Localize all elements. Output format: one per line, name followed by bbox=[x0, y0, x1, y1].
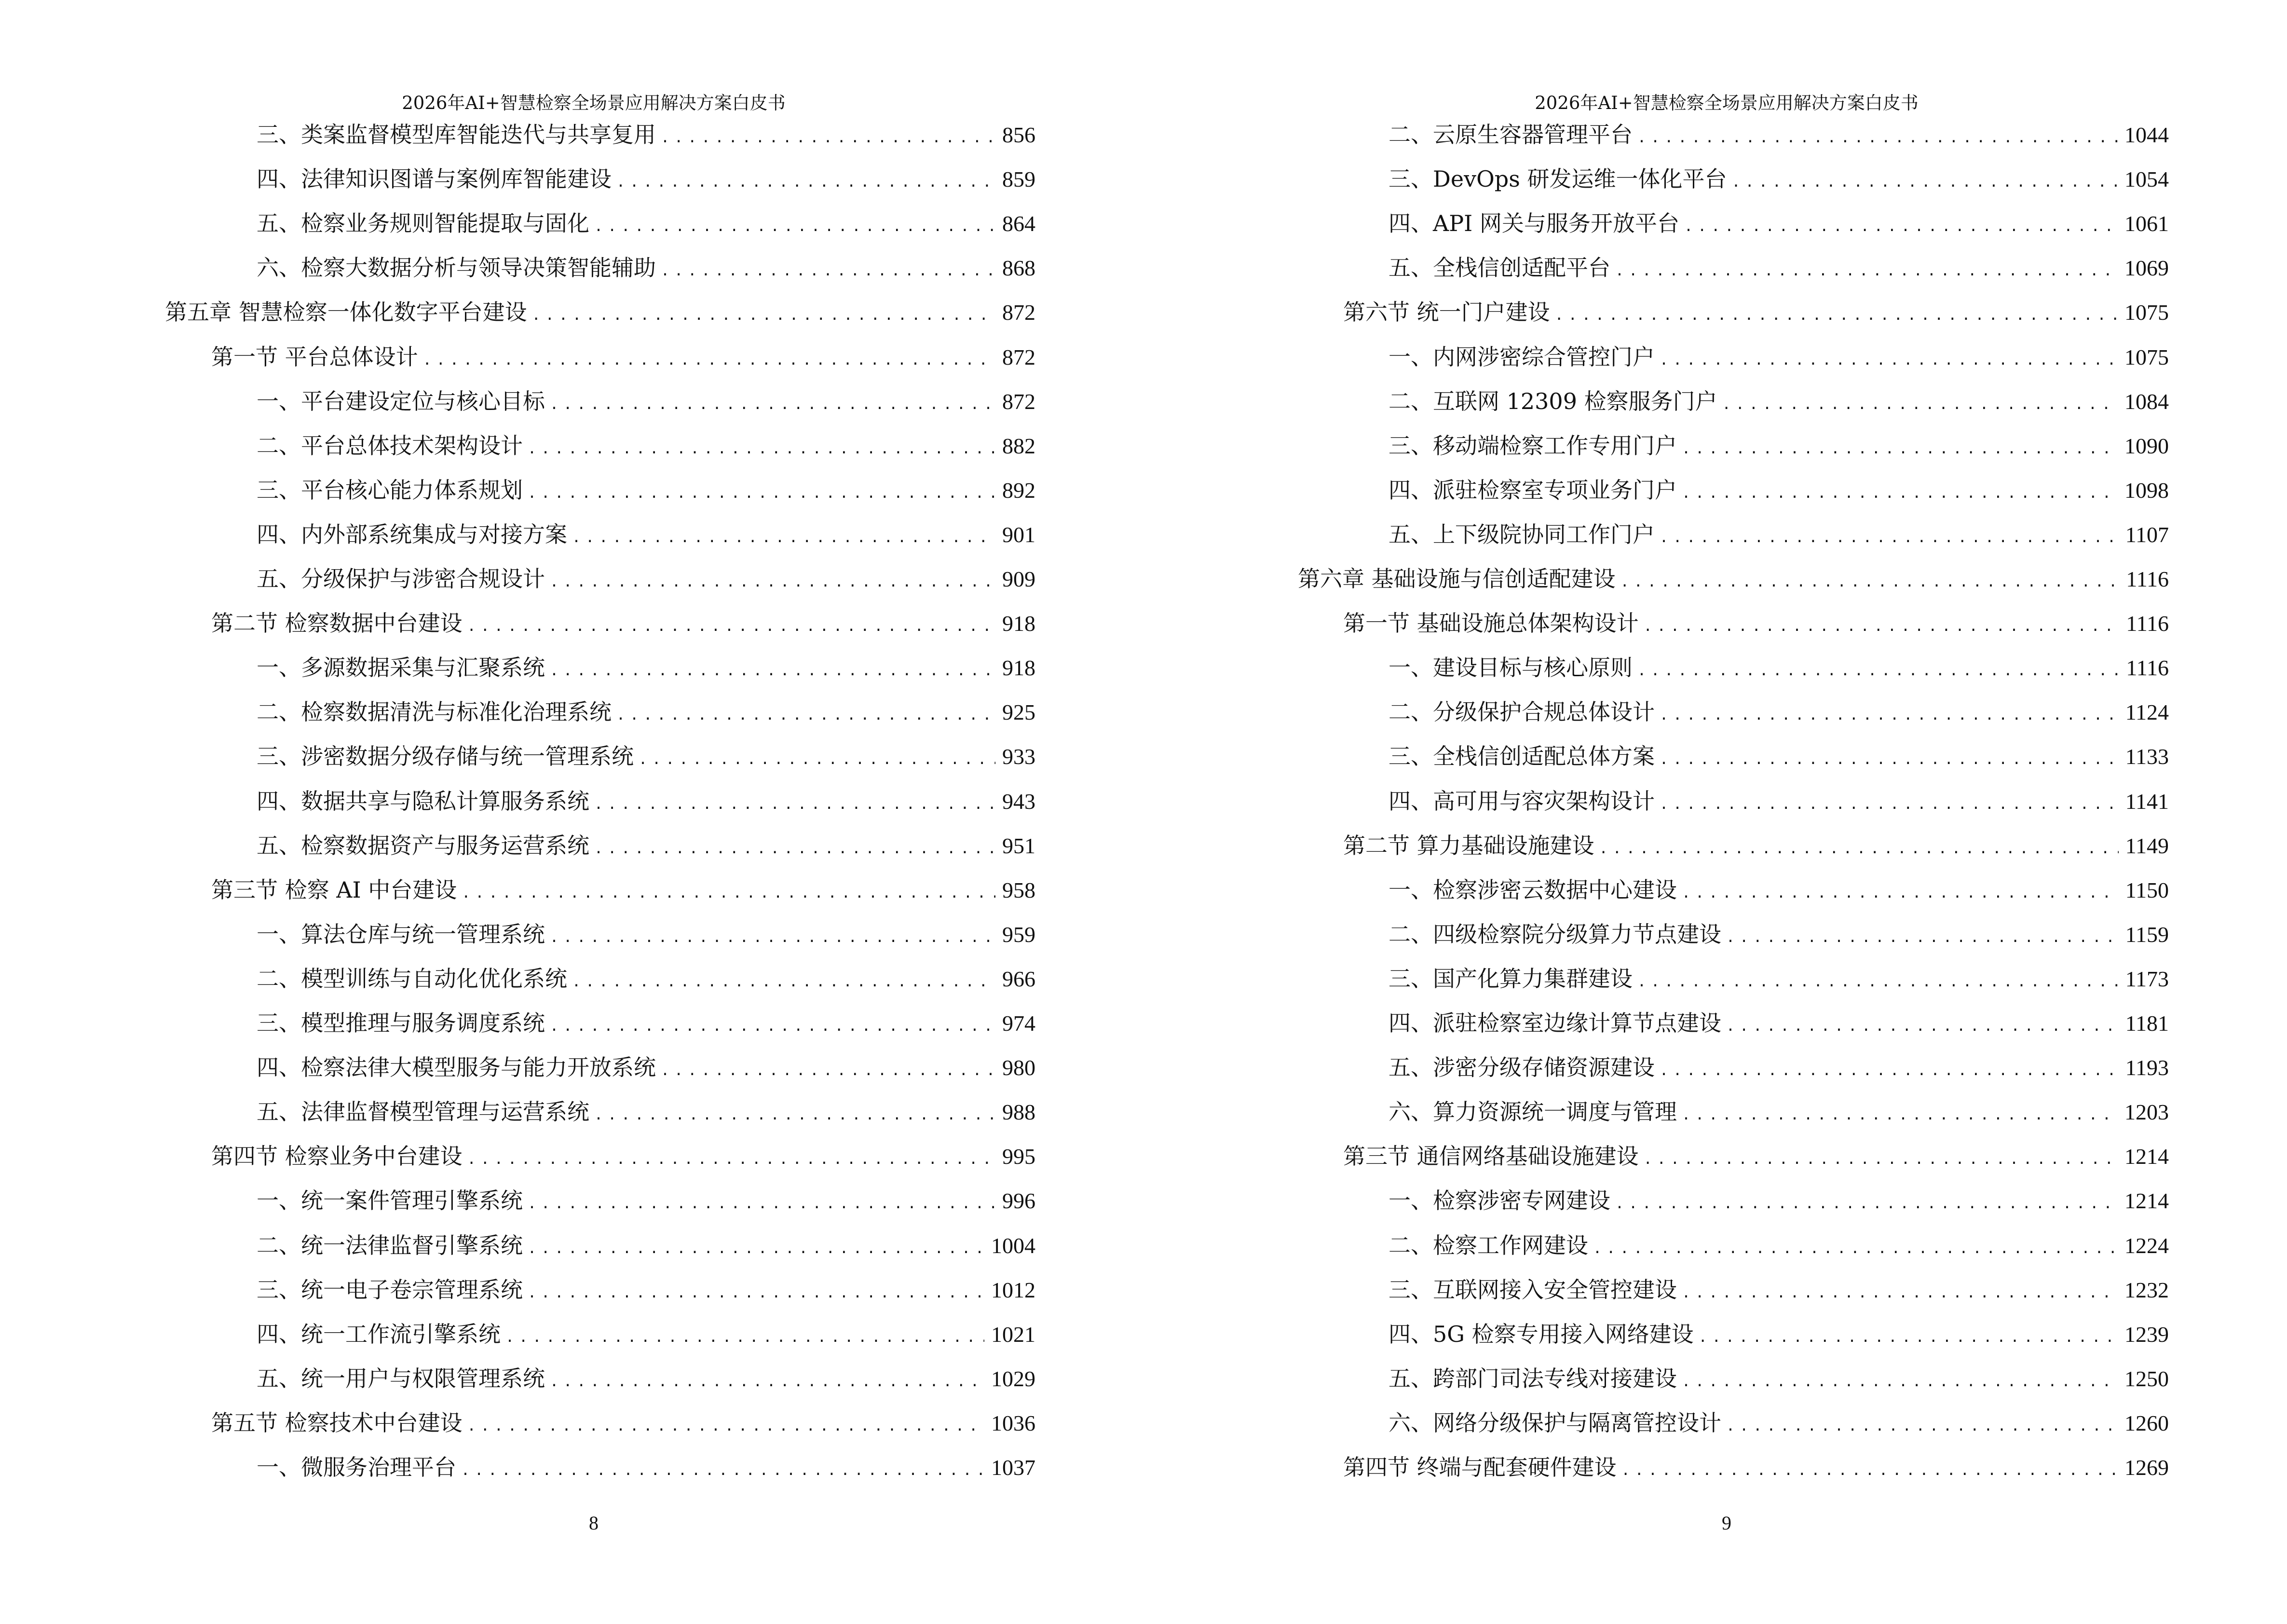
dot-leader bbox=[528, 434, 995, 464]
toc-entry-section[interactable] bbox=[211, 342, 1035, 372]
toc-entry-page-number: 995 bbox=[1002, 1144, 1035, 1169]
toc-entry-item[interactable] bbox=[257, 919, 1035, 949]
dot-leader bbox=[1722, 390, 2118, 420]
dot-leader bbox=[550, 1367, 984, 1397]
toc-entry-title: 二、平台总体技术架构设计 bbox=[257, 432, 523, 459]
dot-leader bbox=[528, 478, 995, 508]
toc-entry-title: 五、上下级院协同工作门户 bbox=[1389, 521, 1655, 547]
dot-leader bbox=[462, 878, 995, 908]
toc-entry-page-number: 1036 bbox=[991, 1410, 1035, 1435]
toc-entry-page-number: 1037 bbox=[991, 1455, 1035, 1480]
toc-entry-page-number: 1181 bbox=[2125, 1011, 2169, 1036]
toc-entry-item[interactable] bbox=[257, 253, 1035, 283]
toc-entry-title: 二、互联网 12309 检察服务门户 bbox=[1389, 388, 1717, 414]
toc-entry-page-number: 892 bbox=[1002, 478, 1035, 503]
toc-entry-page-number: 901 bbox=[1002, 522, 1035, 547]
toc-entry-title: 第一节 基础设施总体架构设计 bbox=[1343, 610, 1639, 637]
toc-entry-title: 五、统一用户与权限管理系统 bbox=[257, 1365, 545, 1392]
running-header: 2026年AI+智慧检察全场景应用解决方案白皮书 bbox=[1535, 93, 1919, 113]
toc-entry-item[interactable] bbox=[257, 1230, 1035, 1260]
toc-entry-title: 三、国产化算力集群建设 bbox=[1389, 965, 1633, 992]
toc-entry-item[interactable] bbox=[257, 1052, 1035, 1082]
toc-entry-item[interactable] bbox=[257, 697, 1035, 727]
toc-entry-page-number: 958 bbox=[1002, 877, 1035, 902]
toc-entry-title: 一、算法仓库与统一管理系统 bbox=[257, 921, 545, 947]
toc-entry-title: 四、高可用与容灾架构设计 bbox=[1389, 788, 1655, 814]
toc-entry-item[interactable] bbox=[1389, 1008, 2169, 1038]
dot-leader bbox=[528, 1234, 984, 1264]
toc-entry-page-number: 1203 bbox=[2124, 1100, 2169, 1125]
toc-entry-item[interactable] bbox=[1389, 697, 2169, 727]
dot-leader bbox=[639, 745, 995, 775]
dot-leader bbox=[461, 1456, 984, 1486]
toc-entry-title: 三、模型推理与服务调度系统 bbox=[257, 1010, 545, 1036]
toc-entry-title: 第一节 平台总体设计 bbox=[211, 343, 418, 370]
toc-entry-page-number: 1098 bbox=[2124, 478, 2169, 503]
dot-leader bbox=[1637, 967, 2119, 997]
toc-entry-title: 三、全栈信创适配总体方案 bbox=[1389, 743, 1655, 770]
dot-leader bbox=[1726, 1011, 2119, 1041]
toc-entry-title: 六、算力资源统一调度与管理 bbox=[1389, 1099, 1677, 1125]
dot-leader bbox=[550, 1011, 995, 1041]
toc-entry-page-number: 933 bbox=[1002, 744, 1035, 769]
toc-entry-item[interactable] bbox=[1389, 1052, 2169, 1082]
dot-leader bbox=[594, 834, 995, 864]
dot-leader bbox=[423, 345, 995, 375]
toc-entry-page-number: 856 bbox=[1002, 123, 1035, 147]
toc-entry-item[interactable] bbox=[257, 164, 1035, 194]
dot-leader bbox=[1682, 1278, 2118, 1308]
toc-entry-title: 第三节 检察 AI 中台建设 bbox=[211, 876, 457, 903]
toc-entry-section[interactable] bbox=[211, 1141, 1035, 1171]
toc-entry-title: 三、统一电子卷宗管理系统 bbox=[257, 1276, 523, 1303]
toc-entry-title: 一、统一案件管理引擎系统 bbox=[257, 1187, 523, 1214]
toc-entry-item[interactable] bbox=[257, 1008, 1035, 1038]
dot-leader bbox=[1726, 923, 2119, 953]
dot-leader bbox=[550, 567, 995, 597]
dot-leader bbox=[1682, 478, 2118, 508]
dot-leader bbox=[616, 167, 995, 197]
toc-entry-title: 第四节 检察业务中台建设 bbox=[211, 1143, 463, 1170]
toc-entry-item[interactable] bbox=[257, 120, 1035, 150]
toc-entry-item[interactable] bbox=[1389, 1097, 2169, 1127]
toc-entry-page-number: 882 bbox=[1002, 433, 1035, 458]
toc-entry-page-number: 872 bbox=[1002, 344, 1035, 369]
toc-entry-title: 四、5G 检察专用接入网络建设 bbox=[1389, 1321, 1694, 1347]
dot-leader bbox=[1644, 612, 2120, 641]
toc-entry-title: 三、移动端检察工作专用门户 bbox=[1389, 432, 1677, 459]
dot-leader bbox=[1644, 1145, 2118, 1174]
dot-leader bbox=[1660, 745, 2119, 775]
toc-entry-page-number: 1124 bbox=[2125, 700, 2169, 725]
toc-entry-page-number: 1044 bbox=[2124, 123, 2169, 147]
toc-entry-page-number: 1141 bbox=[2125, 789, 2169, 814]
toc-page-right bbox=[1144, 0, 2287, 1624]
toc-entry-page-number: 1116 bbox=[2126, 655, 2169, 681]
dot-leader bbox=[1620, 567, 2120, 597]
dot-leader bbox=[1726, 1411, 2118, 1441]
toc-entry-title: 二、分级保护合规总体设计 bbox=[1389, 699, 1655, 725]
toc-entry-title: 二、模型训练与自动化优化系统 bbox=[257, 965, 567, 992]
toc-entry-page-number: 980 bbox=[1002, 1055, 1035, 1080]
toc-entry-item[interactable] bbox=[1389, 253, 2169, 283]
toc-entry-title: 五、分级保护与涉密合规设计 bbox=[257, 566, 545, 592]
toc-entry-page-number: 951 bbox=[1002, 833, 1035, 858]
toc-entry-item[interactable] bbox=[1389, 342, 2169, 372]
toc-entry-page-number: 1107 bbox=[2125, 522, 2169, 547]
toc-entry-section[interactable] bbox=[211, 1408, 1035, 1438]
toc-entry-title: 五、跨部门司法专线对接建设 bbox=[1389, 1365, 1677, 1392]
toc-entry-page-number: 1260 bbox=[2124, 1410, 2169, 1435]
dot-leader bbox=[661, 256, 995, 286]
toc-entry-title: 一、多源数据采集与汇聚系统 bbox=[257, 655, 545, 681]
toc-entry-title: 四、派驻检察室边缘计算节点建设 bbox=[1389, 1010, 1721, 1036]
dot-leader bbox=[572, 967, 995, 997]
toc-entry-page-number: 868 bbox=[1002, 256, 1035, 281]
toc-entry-title: 五、检察数据资产与服务运营系统 bbox=[257, 832, 589, 859]
toc-entry-page-number: 1116 bbox=[2126, 611, 2169, 636]
dot-leader bbox=[1660, 345, 2118, 375]
toc-entry-section[interactable] bbox=[1343, 1452, 2169, 1482]
dot-leader bbox=[1660, 790, 2119, 819]
toc-entry-title: 三、类案监督模型库智能迭代与共享复用 bbox=[257, 122, 656, 148]
toc-entry-page-number: 974 bbox=[1002, 1011, 1035, 1036]
toc-entry-title: 五、检察业务规则智能提取与固化 bbox=[257, 210, 589, 237]
toc-entry-page-number: 1054 bbox=[2124, 167, 2169, 192]
toc-entry-title: 四、统一工作流引擎系统 bbox=[257, 1321, 501, 1347]
dot-leader bbox=[467, 612, 995, 641]
toc-entry-item[interactable] bbox=[257, 431, 1035, 461]
toc-entry-title: 四、API 网关与服务开放平台 bbox=[1389, 210, 1679, 237]
toc-entry-item[interactable] bbox=[257, 1319, 1035, 1349]
toc-entry-item[interactable] bbox=[257, 653, 1035, 682]
dot-leader bbox=[1684, 212, 2118, 242]
toc-entry-title: 一、微服务治理平台 bbox=[257, 1454, 456, 1480]
dot-leader bbox=[594, 790, 995, 819]
toc-entry-page-number: 996 bbox=[1002, 1188, 1035, 1214]
toc-entry-title: 二、四级检察院分级算力节点建设 bbox=[1389, 921, 1721, 947]
toc-entry-title: 第五章 智慧检察一体化数字平台建设 bbox=[165, 299, 527, 326]
toc-entry-page-number: 1075 bbox=[2124, 344, 2169, 369]
toc-entry-page-number: 1214 bbox=[2124, 1144, 2169, 1169]
toc-entry-title: 二、检察工作网建设 bbox=[1389, 1232, 1588, 1258]
toc-entry-item[interactable] bbox=[1389, 653, 2169, 682]
toc-entry-title: 一、检察涉密云数据中心建设 bbox=[1389, 876, 1677, 903]
dot-leader bbox=[1637, 123, 2118, 153]
dot-leader bbox=[1599, 834, 2119, 864]
toc-entry-item[interactable] bbox=[1389, 120, 2169, 150]
toc-entry-title: 二、云原生容器管理平台 bbox=[1389, 122, 1633, 148]
toc-entry-title: 三、互联网接入安全管控建设 bbox=[1389, 1276, 1677, 1303]
toc-entry-title: 三、DevOps 研发运维一体化平台 bbox=[1389, 166, 1727, 192]
toc-entry-page-number: 943 bbox=[1002, 789, 1035, 814]
toc-entry-title: 三、平台核心能力体系规划 bbox=[257, 477, 523, 503]
dot-leader bbox=[1682, 1100, 2118, 1130]
toc-entry-item[interactable] bbox=[257, 519, 1035, 549]
toc-entry-title: 第五节 检察技术中台建设 bbox=[211, 1409, 463, 1436]
toc-entry-item[interactable] bbox=[1389, 1408, 2169, 1438]
toc-entry-item[interactable] bbox=[1389, 519, 2169, 549]
toc-entry-title: 第二节 算力基础设施建设 bbox=[1343, 832, 1594, 859]
toc-entry-page-number: 1004 bbox=[991, 1233, 1035, 1258]
toc-entry-item[interactable] bbox=[257, 475, 1035, 505]
toc-entry-page-number: 1159 bbox=[2125, 922, 2169, 947]
toc-entry-item[interactable] bbox=[1389, 164, 2169, 194]
toc-entry-title: 六、检察大数据分析与领导决策智能辅助 bbox=[257, 255, 656, 281]
toc-entry-title: 五、涉密分级存储资源建设 bbox=[1389, 1054, 1655, 1081]
dot-leader bbox=[1682, 878, 2119, 908]
dot-leader bbox=[1660, 1056, 2119, 1086]
toc-entry-page-number: 1021 bbox=[991, 1322, 1035, 1347]
toc-entry-item[interactable] bbox=[257, 1364, 1035, 1393]
toc-entry-page-number: 1116 bbox=[2126, 567, 2169, 591]
toc-entry-title: 第六节 统一门户建设 bbox=[1343, 299, 1550, 326]
toc-entry-page-number: 1224 bbox=[2124, 1233, 2169, 1258]
toc-entry-item[interactable] bbox=[1389, 919, 2169, 949]
toc-entry-title: 一、建设目标与核心原则 bbox=[1389, 655, 1633, 681]
toc-entry-item[interactable] bbox=[257, 831, 1035, 860]
dot-leader bbox=[1682, 434, 2118, 464]
dot-leader bbox=[1637, 656, 2119, 686]
toc-entry-title: 一、平台建设定位与核心目标 bbox=[257, 388, 545, 414]
toc-entry-item[interactable] bbox=[1389, 1319, 2169, 1349]
toc-entry-page-number: 1029 bbox=[991, 1366, 1035, 1391]
toc-entry-item[interactable] bbox=[1389, 875, 2169, 905]
toc-entry-page-number: 1269 bbox=[2124, 1455, 2169, 1480]
toc-entry-title: 五、法律监督模型管理与运营系统 bbox=[257, 1099, 589, 1125]
toc-entry-section[interactable] bbox=[1343, 608, 2169, 638]
toc-entry-page-number: 988 bbox=[1002, 1100, 1035, 1125]
toc-entry-item[interactable] bbox=[257, 1275, 1035, 1305]
toc-entry-item[interactable] bbox=[257, 1186, 1035, 1215]
dot-leader bbox=[528, 1278, 984, 1308]
toc-entry-item[interactable] bbox=[257, 964, 1035, 994]
toc-entry-title: 四、内外部系统集成与对接方案 bbox=[257, 521, 567, 547]
toc-entry-page-number: 1084 bbox=[2124, 389, 2169, 414]
dot-leader bbox=[572, 523, 995, 553]
dot-leader bbox=[528, 1189, 995, 1219]
toc-entry-title: 一、内网涉密综合管控门户 bbox=[1389, 343, 1655, 370]
toc-entry-section[interactable] bbox=[1343, 1141, 2169, 1171]
toc-entry-section[interactable] bbox=[211, 608, 1035, 638]
toc-entry-item[interactable] bbox=[1389, 431, 2169, 461]
toc-entry-page-number: 859 bbox=[1002, 167, 1035, 192]
toc-entry-item[interactable] bbox=[1389, 1364, 2169, 1393]
toc-entry-item[interactable] bbox=[257, 208, 1035, 238]
toc-entry-title: 一、检察涉密专网建设 bbox=[1389, 1187, 1610, 1214]
running-header: 2026年AI+智慧检察全场景应用解决方案白皮书 bbox=[402, 93, 786, 113]
toc-entry-page-number: 1214 bbox=[2124, 1188, 2169, 1214]
toc-entry-page-number: 1232 bbox=[2124, 1277, 2169, 1302]
toc-entry-page-number: 1069 bbox=[2124, 256, 2169, 281]
dot-leader bbox=[1593, 1234, 2118, 1264]
dot-leader bbox=[1621, 1456, 2118, 1486]
toc-entry-item[interactable] bbox=[1389, 1230, 2169, 1260]
dot-leader bbox=[1615, 256, 2118, 286]
toc-entry-title: 第四节 终端与配套硬件建设 bbox=[1343, 1454, 1617, 1480]
dot-leader bbox=[661, 123, 995, 153]
toc-entry-title: 四、法律知识图谱与案例库智能建设 bbox=[257, 166, 612, 192]
toc-entry-chapter[interactable] bbox=[165, 297, 1035, 327]
toc-entry-item[interactable] bbox=[1389, 1186, 2169, 1215]
toc-entry-page-number: 909 bbox=[1002, 567, 1035, 591]
toc-entry-page-number: 864 bbox=[1002, 211, 1035, 236]
dot-leader bbox=[532, 300, 995, 330]
toc-entry-page-number: 1012 bbox=[991, 1277, 1035, 1302]
toc-entry-title: 四、检察法律大模型服务与能力开放系统 bbox=[257, 1054, 656, 1081]
dot-leader bbox=[661, 1056, 995, 1086]
toc-entry-page-number: 1075 bbox=[2124, 300, 2169, 325]
toc-entry-title: 二、统一法律监督引擎系统 bbox=[257, 1232, 523, 1258]
dot-leader bbox=[1682, 1367, 2118, 1397]
toc-entry-item[interactable] bbox=[257, 786, 1035, 816]
toc-entry-page-number: 1250 bbox=[2124, 1366, 2169, 1391]
toc-entry-title: 四、派驻检察室专项业务门户 bbox=[1389, 477, 1677, 503]
dot-leader bbox=[616, 700, 995, 730]
page-number: 8 bbox=[589, 1512, 599, 1534]
dot-leader bbox=[550, 390, 995, 420]
dot-leader bbox=[467, 1411, 984, 1441]
toc-entry-item[interactable] bbox=[257, 1097, 1035, 1127]
toc-entry-page-number: 925 bbox=[1002, 700, 1035, 725]
toc-entry-item[interactable] bbox=[257, 564, 1035, 594]
dot-leader bbox=[1660, 700, 2119, 730]
toc-entry-page-number: 1061 bbox=[2124, 211, 2169, 236]
dot-leader bbox=[1615, 1189, 2118, 1219]
toc-entry-item[interactable] bbox=[1389, 208, 2169, 238]
dot-leader bbox=[505, 1323, 984, 1352]
dot-leader bbox=[1555, 300, 2118, 330]
toc-entry-title: 二、检察数据清洗与标准化治理系统 bbox=[257, 699, 612, 725]
toc-entry-page-number: 1150 bbox=[2125, 877, 2169, 902]
toc-entry-page-number: 1149 bbox=[2125, 833, 2169, 858]
toc-entry-page-number: 1173 bbox=[2125, 966, 2169, 991]
toc-entry-item[interactable] bbox=[1389, 475, 2169, 505]
toc-entry-chapter[interactable] bbox=[1298, 564, 2169, 594]
toc-entry-item[interactable] bbox=[1389, 741, 2169, 771]
toc-entry-page-number: 966 bbox=[1002, 966, 1035, 991]
dot-leader bbox=[467, 1145, 995, 1174]
toc-entry-title: 五、全栈信创适配平台 bbox=[1389, 255, 1610, 281]
toc-entry-page-number: 959 bbox=[1002, 922, 1035, 947]
toc-entry-section[interactable] bbox=[211, 875, 1035, 905]
dot-leader bbox=[1660, 523, 2119, 553]
toc-entry-section[interactable] bbox=[1343, 297, 2169, 327]
toc-entry-item[interactable] bbox=[257, 741, 1035, 771]
toc-entry-page-number: 872 bbox=[1002, 300, 1035, 325]
toc-entry-page-number: 1193 bbox=[2125, 1055, 2169, 1080]
toc-entry-page-number: 1090 bbox=[2124, 433, 2169, 458]
toc-entry-item[interactable] bbox=[257, 1452, 1035, 1482]
toc-entry-page-number: 872 bbox=[1002, 389, 1035, 414]
dot-leader bbox=[594, 212, 995, 242]
toc-entry-page-number: 918 bbox=[1002, 611, 1035, 636]
toc-entry-item[interactable] bbox=[1389, 964, 2169, 994]
toc-entry-title: 四、数据共享与隐私计算服务系统 bbox=[257, 788, 589, 814]
toc-entry-section[interactable] bbox=[1343, 831, 2169, 860]
toc-entry-title: 六、网络分级保护与隔离管控设计 bbox=[1389, 1409, 1721, 1436]
toc-entry-item[interactable] bbox=[1389, 786, 2169, 816]
dot-leader bbox=[1699, 1323, 2118, 1352]
dot-leader bbox=[550, 656, 995, 686]
toc-entry-title: 第六章 基础设施与信创适配建设 bbox=[1298, 566, 1616, 592]
toc-entry-title: 第三节 通信网络基础设施建设 bbox=[1343, 1143, 1639, 1170]
dot-leader bbox=[550, 923, 995, 953]
toc-entry-title: 三、涉密数据分级存储与统一管理系统 bbox=[257, 743, 634, 770]
dot-leader bbox=[1731, 167, 2118, 197]
dot-leader bbox=[594, 1100, 995, 1130]
page-number: 9 bbox=[1722, 1512, 1731, 1534]
toc-entry-item[interactable] bbox=[1389, 386, 2169, 416]
toc-entry-item[interactable] bbox=[1389, 1275, 2169, 1305]
toc-entry-page-number: 1239 bbox=[2124, 1322, 2169, 1347]
toc-entry-page-number: 918 bbox=[1002, 655, 1035, 681]
toc-entry-page-number: 1133 bbox=[2125, 744, 2169, 769]
toc-entry-title: 第二节 检察数据中台建设 bbox=[211, 610, 463, 637]
toc-entry-item[interactable] bbox=[257, 386, 1035, 416]
